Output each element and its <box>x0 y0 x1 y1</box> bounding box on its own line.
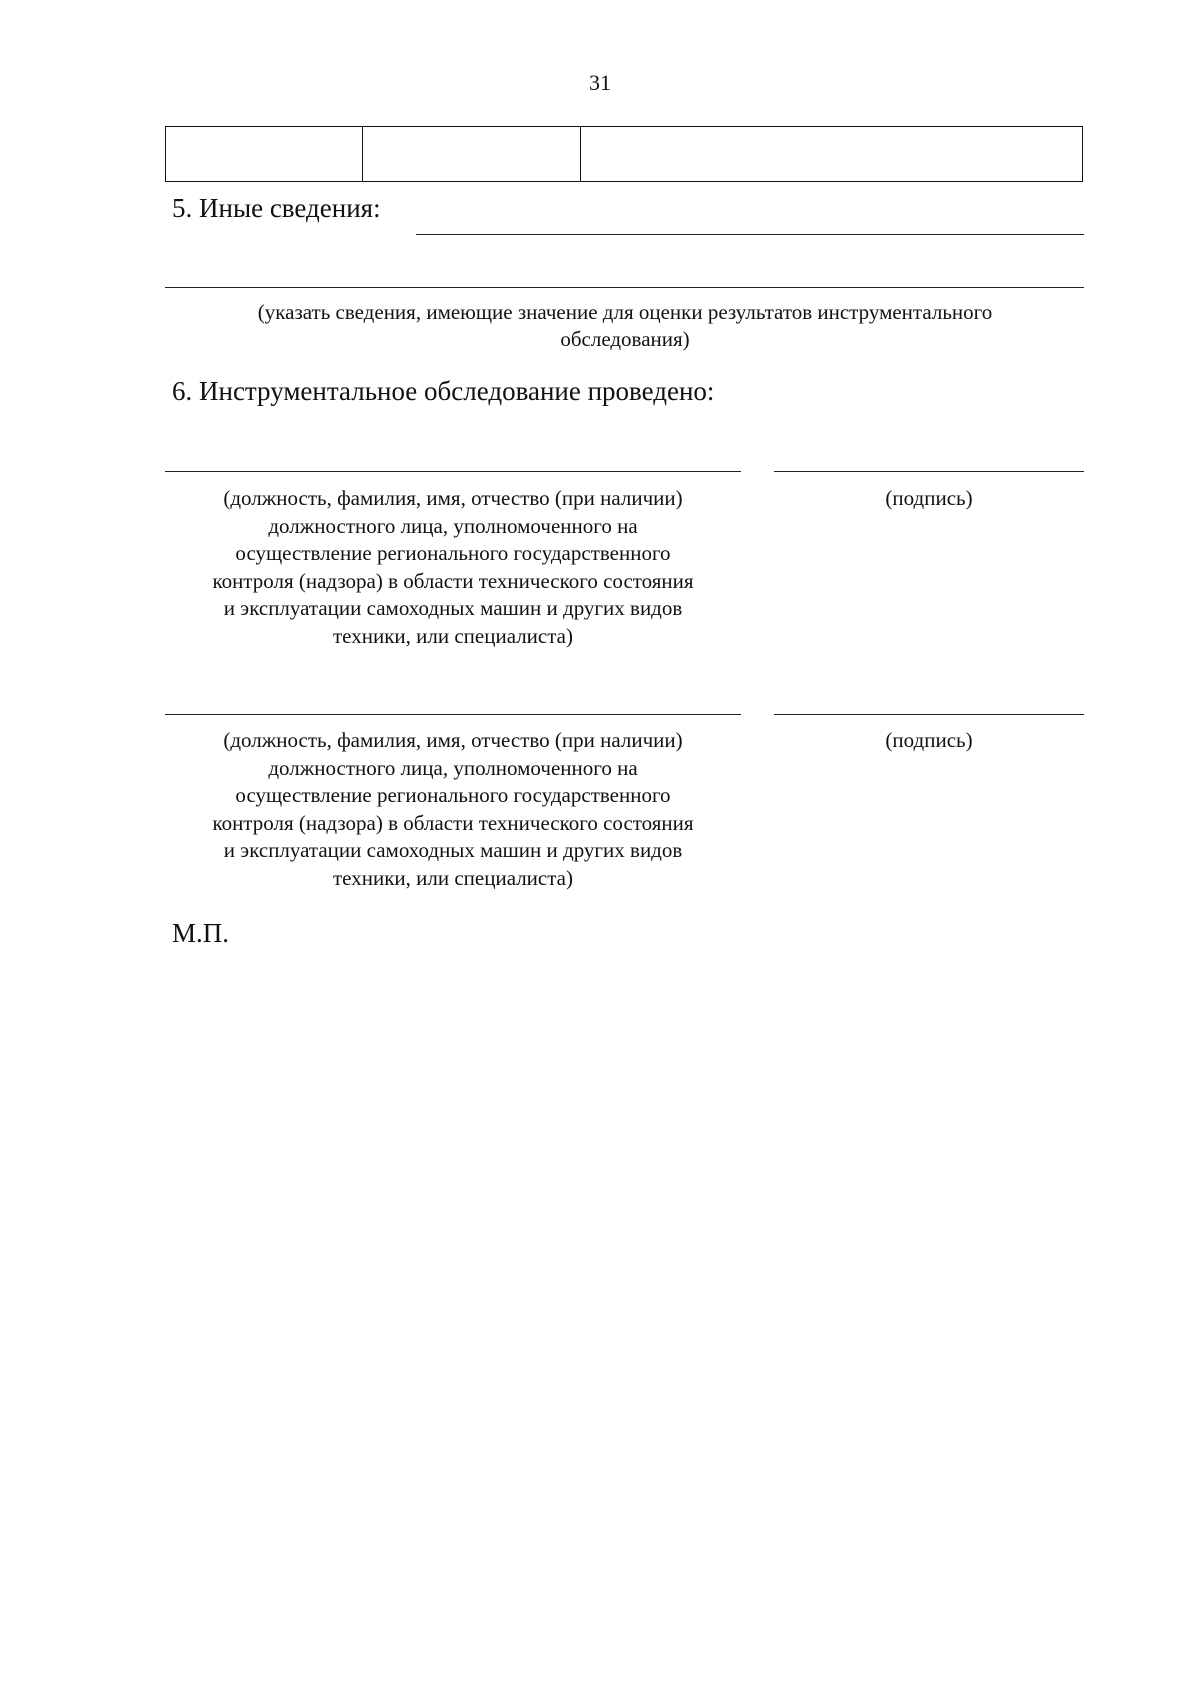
signature-line-1[interactable] <box>774 471 1084 472</box>
other-info-line-2[interactable] <box>165 287 1084 288</box>
official-name-line-2[interactable] <box>165 714 741 715</box>
official-name-caption-2: (должность, фамилия, имя, отчество (при наличии) должностного лица, уполномоченного на осуществление регионального государственного контроля (надзора) в области технического состояния и эксплуатации самоходных машин и других видов техники, или специалиста) <box>212 728 694 890</box>
official-name-caption-1: (должность, фамилия, имя, отчество (при наличии) должностного лица, уполномоченного на осуществление регионального государственного контроля (надзора) в области технического состояния и эксплуатации самоходных машин и других видов техники, или специалиста) <box>212 486 694 648</box>
table-cell-2 <box>363 127 581 181</box>
section-5-heading: 5. Иные сведения: <box>172 193 381 223</box>
other-info-hint: (указать сведения, имеющие значение для оценки результатов инструментального обследования) <box>257 300 993 351</box>
other-info-line-1[interactable] <box>416 234 1084 235</box>
stamp-label: М.П. <box>172 918 230 948</box>
table-cell-3 <box>581 127 1082 181</box>
signature-line-2[interactable] <box>774 714 1084 715</box>
section-6-heading: 6. Инструментальное обследование проведено: <box>172 376 715 406</box>
official-name-line-1[interactable] <box>165 471 741 472</box>
signature-caption-1: (подпись) <box>885 486 973 510</box>
data-table-row <box>165 126 1083 182</box>
table-cell-1 <box>166 127 363 181</box>
page-number: 31 <box>589 70 611 95</box>
signature-caption-2: (подпись) <box>885 728 973 752</box>
